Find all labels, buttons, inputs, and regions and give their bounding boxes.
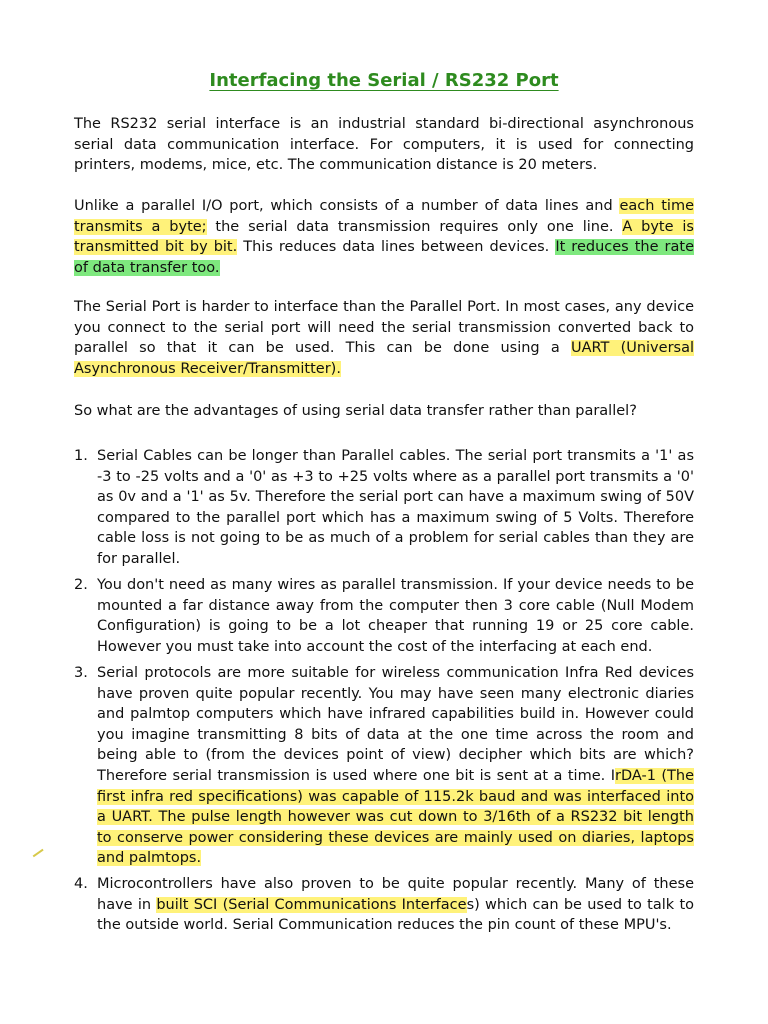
paragraph-question: So what are the advantages of using serial data transfer rather than parallel? bbox=[74, 403, 637, 419]
text-span: Serial protocols are more suitable for wireless communication Infra Red devices have proven quite popular recently. You may have seen many electronic diaries and palmtop computers which have infrared capabilities build in. However could you imagine transmitting 8 bits of data at the one time across the room and being able to (from the devices point of view) decipher which bits are which? Therefore serial transmission is used where one bit is sent at a time. I bbox=[97, 665, 694, 784]
list-text: You don't need as many wires as parallel transmission. If your device needs to be mounted a far distance away from the computer then 3 core cable (Null Modem Configuration) is going to be a lot cheaper that running 19 or 25 core cable. However you must take into account the cost of the interfacing at each end. bbox=[97, 577, 694, 655]
paragraph-serial-port bbox=[74, 297, 694, 379]
list-text bbox=[97, 663, 694, 869]
list-number: 3. bbox=[74, 665, 88, 681]
highlight-yellow: A byte is transmitted bit by bit. bbox=[74, 218, 694, 256]
paragraph-intro: The RS232 serial interface is an industrial standard bi-directional asynchronous serial data communication interface. For computers, it is used for connecting printers, modems, mice, etc. The communication distance is 20 meters. bbox=[74, 116, 694, 174]
highlight-yellow: UART (Universal Asynchronous Receiver/Transmitter). bbox=[74, 340, 694, 377]
highlight-green: It reduces the rate of data transfer too. bbox=[74, 239, 694, 276]
text-span: Microcontrollers have also proven to be quite popular recently. Many of these have in bbox=[97, 876, 694, 913]
list-number: 1. bbox=[74, 448, 88, 464]
highlight-yellow: each time transmits a byte; bbox=[74, 198, 694, 235]
text-span: s) which can be used to talk to the outside world. Serial Communication reduces the pin count of these MPU's. bbox=[97, 896, 694, 934]
stray-highlighter-mark bbox=[33, 849, 44, 857]
text-span: the serial data transmission requires only one line. bbox=[206, 218, 623, 235]
highlight-yellow: rDA-1 (The first infra red specifications) was capable of 115.2k baud and was interfaced into a UART. The pulse length however was cut down to 3/16th of a RS232 bit length to conserve power considering these devices are mainly used on diaries, laptops and palmtops. bbox=[97, 767, 694, 867]
text-span: The Serial Port is harder to interface than the Parallel Port. In most cases, any device you connect to the serial port will need the serial transmission converted back to parallel so that it can be used. This can be done using a bbox=[74, 299, 694, 357]
text-span: This reduces data lines between devices. bbox=[237, 239, 556, 256]
list-number: 2. bbox=[74, 577, 88, 593]
highlight-yellow: built SCI (Serial Communications Interface bbox=[156, 896, 467, 913]
list-text: Serial Cables can be longer than Parallel cables. The serial port transmits a '1' as -3 to -25 volts and a '0' as +3 to +25 volts where as a parallel port transmits a '0' as 0v and a '1' as 5v. Therefore the serial port can have a maximum swing of 50V compared to the parallel port which has a maximum swing of 5 Volts. Therefore cable loss is not going to be as much of a problem for serial cables than they are for parallel. bbox=[97, 448, 694, 567]
page-title: Interfacing the Serial / RS232 Port bbox=[209, 70, 559, 91]
list-text bbox=[97, 874, 694, 936]
list-number: 4. bbox=[74, 876, 88, 892]
paragraph-parallel-vs-serial bbox=[74, 196, 694, 278]
text-span: Unlike a parallel I/O port, which consists of a number of data lines and bbox=[74, 198, 620, 214]
